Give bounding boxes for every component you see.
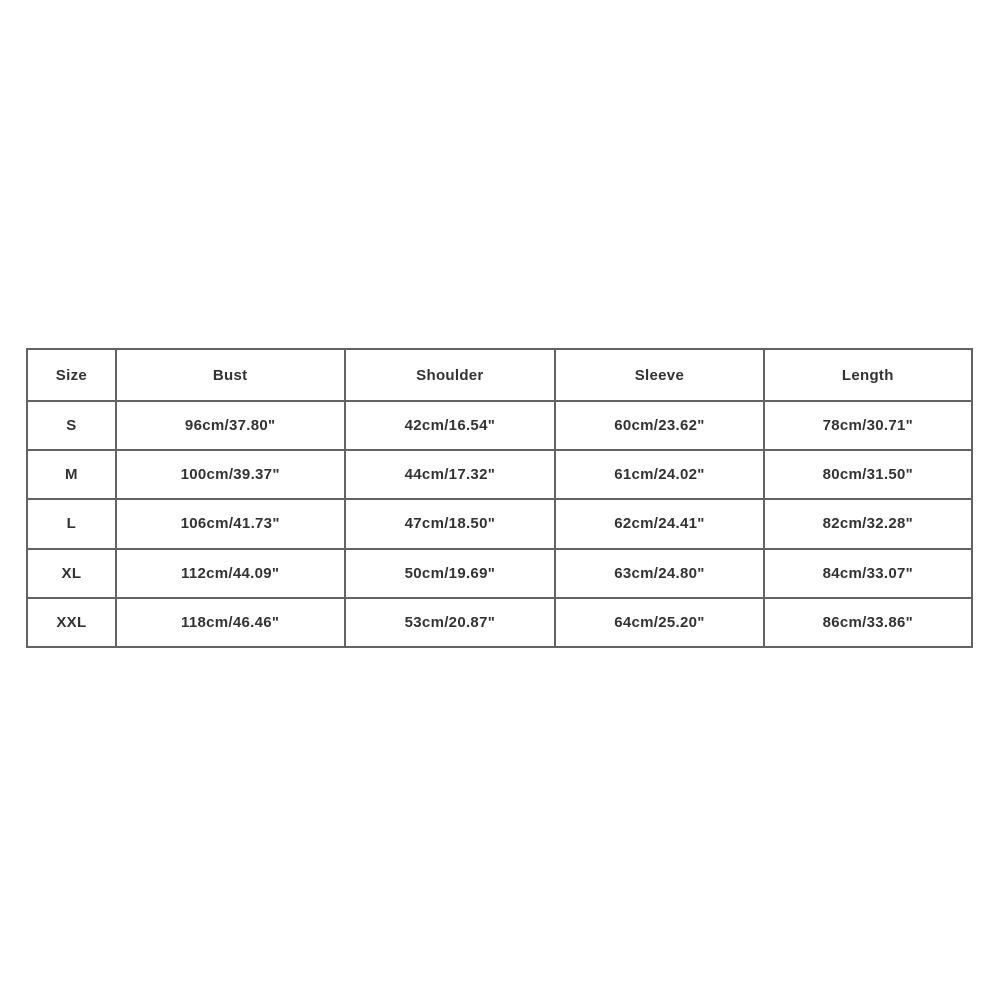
header-size: Size: [27, 349, 116, 401]
bust-value: 96cm/37.80": [116, 401, 345, 450]
length-value: 82cm/32.28": [764, 499, 972, 548]
length-value: 80cm/31.50": [764, 450, 972, 499]
size-chart-header: [27, 349, 972, 401]
sleeve-value: 63cm/24.80": [555, 549, 763, 598]
size-label: L: [27, 499, 116, 548]
table-row-xl: [27, 549, 972, 598]
header-shoulder: Shoulder: [345, 349, 556, 401]
sleeve-value: 62cm/24.41": [555, 499, 763, 548]
table-row-xxl: [27, 598, 972, 647]
sleeve-value: 60cm/23.62": [555, 401, 763, 450]
shoulder-value: 50cm/19.69": [345, 549, 556, 598]
bust-value: 106cm/41.73": [116, 499, 345, 548]
size-label: M: [27, 450, 116, 499]
sleeve-value: 64cm/25.20": [555, 598, 763, 647]
header-sleeve: Sleeve: [555, 349, 763, 401]
table-row-m: [27, 450, 972, 499]
shoulder-value: 44cm/17.32": [345, 450, 556, 499]
length-value: 78cm/30.71": [764, 401, 972, 450]
sleeve-value: 61cm/24.02": [555, 450, 763, 499]
length-value: 86cm/33.86": [764, 598, 972, 647]
header-length: Length: [764, 349, 972, 401]
size-label: S: [27, 401, 116, 450]
header-row: [27, 349, 972, 401]
table-row-l: [27, 499, 972, 548]
header-bust: Bust: [116, 349, 345, 401]
length-value: 84cm/33.07": [764, 549, 972, 598]
bust-value: 112cm/44.09": [116, 549, 345, 598]
bust-value: 100cm/39.37": [116, 450, 345, 499]
size-label: XL: [27, 549, 116, 598]
shoulder-value: 47cm/18.50": [345, 499, 556, 548]
size-chart-body: [27, 401, 972, 647]
size-label: XXL: [27, 598, 116, 647]
shoulder-value: 42cm/16.54": [345, 401, 556, 450]
size-chart-table: [26, 348, 973, 648]
table-row-s: [27, 401, 972, 450]
bust-value: 118cm/46.46": [116, 598, 345, 647]
shoulder-value: 53cm/20.87": [345, 598, 556, 647]
